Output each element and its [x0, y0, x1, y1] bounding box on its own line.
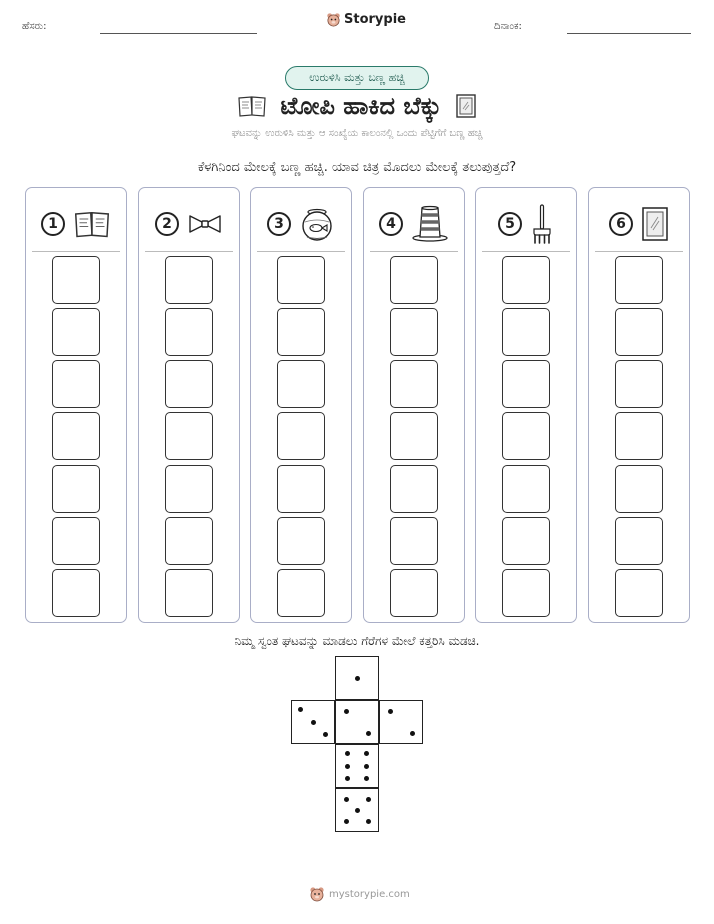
- column-header: [251, 196, 351, 252]
- column-header: [26, 196, 126, 252]
- column-number: 1: [41, 212, 65, 236]
- book-icon: [237, 94, 267, 118]
- column-divider: [145, 251, 233, 252]
- fishbowl-icon: [299, 206, 335, 242]
- color-box[interactable]: [502, 465, 550, 513]
- column-header: [476, 196, 576, 252]
- name-line[interactable]: [100, 33, 257, 34]
- color-box[interactable]: [615, 465, 663, 513]
- title-text: ಟೋಪಿ ಹಾಕಿದ ಬೆಕ್ಕು: [280, 92, 442, 120]
- die-face-5: [335, 788, 379, 832]
- color-box[interactable]: [615, 412, 663, 460]
- color-box[interactable]: [502, 412, 550, 460]
- footer-url: mystorypie.com: [329, 888, 410, 900]
- color-box[interactable]: [390, 569, 438, 617]
- die-pip: [298, 707, 303, 712]
- bear-logo-icon: [326, 12, 341, 27]
- activity-badge: ಉರುಳಿಸಿ ಮತ್ತು ಬಣ್ಣ ಹಚ್ಚಿ: [285, 66, 429, 90]
- color-box[interactable]: [165, 517, 213, 565]
- column-divider: [482, 251, 570, 252]
- color-box[interactable]: [390, 412, 438, 460]
- die-pip: [364, 751, 369, 756]
- subtitle: ಘಟವನ್ನು ಉರುಳಿಸಿ ಮತ್ತು ಆ ಸಂಖ್ಯೆಯ ಕಾಲಂನಲ್ಲಿ ಒಂದು ಪೆಟ್ಟಿಗೆಗೆ ಬಣ್ಣ ಹಚ್ಚಿ: [231, 128, 483, 139]
- die-pip: [345, 751, 350, 756]
- color-box[interactable]: [277, 465, 325, 513]
- color-box[interactable]: [52, 256, 100, 304]
- column-2: [138, 187, 240, 623]
- column-number: 3: [267, 212, 291, 236]
- die-face-1: [335, 656, 379, 700]
- date-label: ದಿನಾಂಕ:: [494, 21, 522, 32]
- footer: [309, 886, 410, 902]
- die-pip: [364, 776, 369, 781]
- fork-icon: [530, 203, 554, 245]
- color-box[interactable]: [165, 465, 213, 513]
- color-box[interactable]: [277, 517, 325, 565]
- column-3: [250, 187, 352, 623]
- column-divider: [370, 251, 458, 252]
- page-title: [0, 92, 714, 120]
- column-header: [364, 196, 464, 252]
- color-box[interactable]: [502, 360, 550, 408]
- die-pip: [344, 819, 349, 824]
- color-box[interactable]: [277, 256, 325, 304]
- question-text: ಕೆಳಗಿನಿಂದ ಮೇಲಕ್ಕೆ ಬಣ್ಣ ಹಚ್ಚಿ. ಯಾವ ಚಿತ್ರ ಮೊದಲು ಮೇಲಕ್ಕೆ ತಲುಪುತ್ತದೆ?: [197, 160, 517, 175]
- color-box[interactable]: [165, 569, 213, 617]
- color-box[interactable]: [52, 360, 100, 408]
- striped-hat-icon: [411, 205, 449, 243]
- column-number: 5: [498, 212, 522, 236]
- die-pip: [344, 709, 349, 714]
- color-box[interactable]: [502, 256, 550, 304]
- column-number: 4: [379, 212, 403, 236]
- brand-logo: [326, 12, 406, 27]
- mirror-icon: [641, 206, 669, 242]
- book-icon: [73, 209, 111, 239]
- color-box[interactable]: [52, 465, 100, 513]
- color-box[interactable]: [277, 360, 325, 408]
- die-pip: [345, 764, 350, 769]
- column-4: [363, 187, 465, 623]
- die-pip: [345, 776, 350, 781]
- column-divider: [257, 251, 345, 252]
- color-box[interactable]: [502, 569, 550, 617]
- color-box[interactable]: [502, 308, 550, 356]
- color-box[interactable]: [390, 256, 438, 304]
- color-box[interactable]: [277, 308, 325, 356]
- color-box[interactable]: [165, 412, 213, 460]
- date-line[interactable]: [567, 33, 691, 34]
- color-box[interactable]: [52, 517, 100, 565]
- color-box[interactable]: [52, 412, 100, 460]
- color-box[interactable]: [390, 308, 438, 356]
- bow-tie-icon: [187, 213, 223, 235]
- mirror-icon: [455, 93, 477, 119]
- color-box[interactable]: [615, 517, 663, 565]
- die-face-2: [379, 700, 423, 744]
- color-box[interactable]: [502, 517, 550, 565]
- column-1: [25, 187, 127, 623]
- column-number: 2: [155, 212, 179, 236]
- color-box[interactable]: [390, 517, 438, 565]
- color-box[interactable]: [615, 256, 663, 304]
- color-box[interactable]: [615, 360, 663, 408]
- column-divider: [595, 251, 683, 252]
- column-header: [589, 196, 689, 252]
- brand-name: Storypie: [344, 12, 406, 27]
- die-pip: [323, 732, 328, 737]
- die-face-2: [335, 700, 379, 744]
- die-pip: [410, 731, 415, 736]
- color-box[interactable]: [615, 569, 663, 617]
- die-face-6: [335, 744, 379, 788]
- color-box[interactable]: [165, 308, 213, 356]
- name-label: ಹೆಸರು:: [22, 21, 47, 32]
- color-box[interactable]: [165, 256, 213, 304]
- column-header: [139, 196, 239, 252]
- color-box[interactable]: [277, 569, 325, 617]
- die-pip: [355, 676, 360, 681]
- color-box[interactable]: [52, 569, 100, 617]
- column-number: 6: [609, 212, 633, 236]
- die-pip: [366, 819, 371, 824]
- bear-footer-icon: [309, 886, 325, 902]
- color-box[interactable]: [277, 412, 325, 460]
- color-box[interactable]: [390, 465, 438, 513]
- column-6: [588, 187, 690, 623]
- color-box[interactable]: [165, 360, 213, 408]
- color-box[interactable]: [615, 308, 663, 356]
- die-pip: [344, 797, 349, 802]
- die-pip: [366, 797, 371, 802]
- column-divider: [32, 251, 120, 252]
- die-pip: [388, 709, 393, 714]
- die-instruction: ನಿಮ್ಮ ಸ್ವಂತ ಘಟವನ್ನು ಮಾಡಲು ಗೆರೆಗಳ ಮೇಲೆ ಕತ್ತರಿಸಿ ಮಡಚಿ.: [234, 634, 480, 648]
- column-5: [475, 187, 577, 623]
- die-pip: [364, 764, 369, 769]
- color-box[interactable]: [390, 360, 438, 408]
- die-face-3: [291, 700, 335, 744]
- color-box[interactable]: [52, 308, 100, 356]
- die-pip: [311, 720, 316, 725]
- die-pip: [355, 808, 360, 813]
- die-pip: [366, 731, 371, 736]
